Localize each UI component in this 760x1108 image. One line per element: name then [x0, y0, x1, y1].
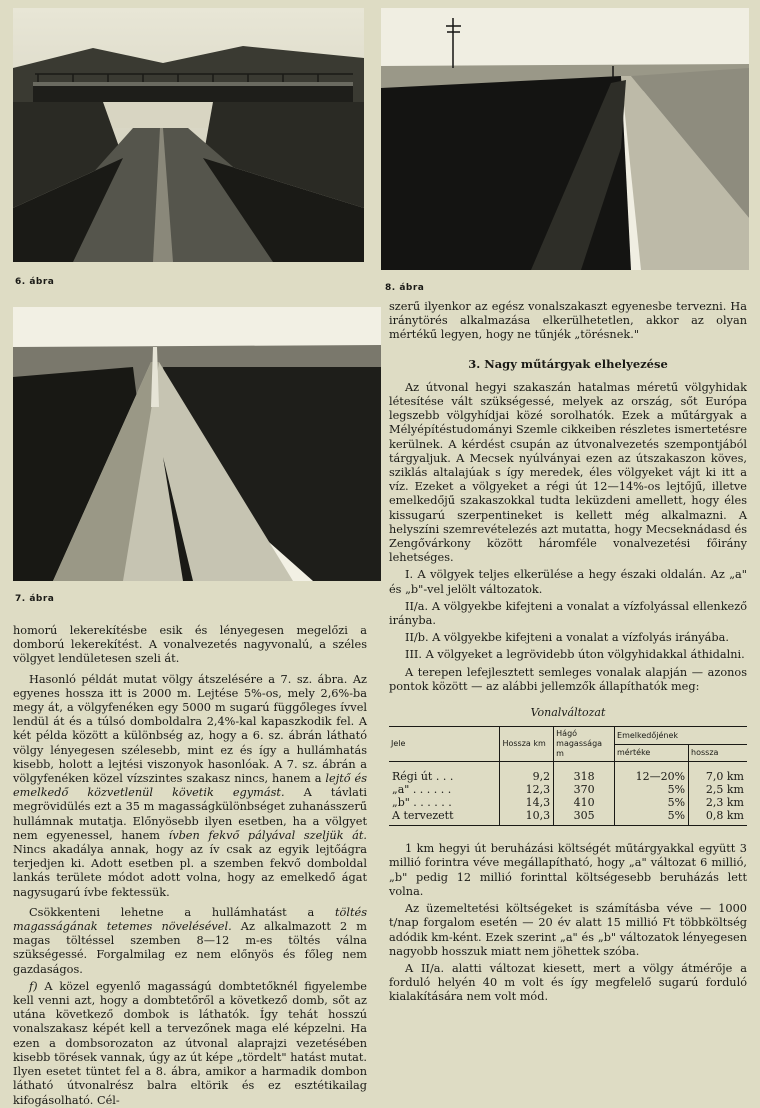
left-column: [13, 624, 367, 1108]
paragraph-hilltops: f) A közel egyenlő magasságú dombtetőknél figyelembe kell venni azt, hogy a dombtetőről a következő domb, sőt az utána következő dombok is láthatók. Így tehát hosszú vonalszakasz képét kell a tervezőnek maga elé képzelni. Ha ezen a dombsorozaton az útvonal alaprajzi vezetésében kisebb törések vannak, úgy az út képe „tördelt" hatást mutat. Ilyen esetet tüntet fel a 8. ábra, amikor a harmadik dombon látható útvonalrész balra eltörik és ez esztétikailag kifogásolható. Cél-: [13, 979, 367, 1107]
paragraph-embankment: Csökkenteni lehetne a hullámhatást a töltés magasságának tetemes növelésével. Az alkalmazott 2 m magas töltéssel szemben 8—12 m-es töltés válna szükségessé. Forgalmilag ez nem előnyös és főleg nem gazdaságos.: [13, 905, 368, 976]
table-row: „a" . . . . . . 12,3 370 5% 2,5 km: [389, 783, 747, 796]
header-hago: Hágó magassága m: [554, 727, 615, 762]
option-1: I. A völgyek teljes elkerülése a hegy északi oldalán. Az „a" és „b"-vel jelölt változatok.: [389, 568, 747, 596]
header-merteke: mértéke: [615, 744, 689, 762]
table-row: A tervezett 10,3 305 5% 0,8 km: [389, 809, 747, 826]
header-hossza2: hossza: [689, 744, 747, 762]
header-jele: Jele: [389, 727, 500, 762]
right-column: [389, 300, 747, 1005]
header-emelkedo: Emelkedőjének: [615, 727, 747, 745]
header-hossza: Hossza km: [500, 727, 554, 762]
paragraph-continuation: szerű ilyenkor az egész vonalszakaszt egyenesbe tervezni. Ha iránytörés alkalmazása elkerülhetetlen, akkor az olyan mértékű legyen, hogy ne tűnjék „törésnek.": [389, 300, 747, 342]
table-row: „b" . . . . . . 14,3 410 5% 2,3 km: [389, 796, 747, 809]
paragraph-investment-cost: 1 km hegyi út beruházási költségét műtárgyakkal együtt 3 millió forintra véve megállapítható, hogy „a" változat 6 millió, „b" pedig 12 millió forinttal költségesebb beruházás lett volna.: [389, 842, 747, 898]
option-2a: II/a. A völgyekbe kifejteni a vonalat a vízfolyással ellenkező irányba.: [389, 599, 747, 628]
figure-7-caption: 7. ábra: [15, 594, 55, 604]
option-3: III. A völgyeket a legrövidebb úton völgyhidakkal áthidalni.: [405, 648, 745, 662]
figure-8-caption: 8. ábra: [385, 283, 425, 293]
figure-7-photo: [13, 307, 381, 581]
paragraph-viaducts: Az útvonal hegyi szakaszán hatalmas méretű völgyhidak létesítése vált szükségessé, melyek az ország, sőt Európa legszebb völgyhídjai közé sorolhatók. Ezek a műtárgyak a Mélyépítéstudományi Szemle cikkeiben részletes ismertetésre kerülnek. A kérdést csupán az útvonalvezetés szempontjából tárgyaljuk. A Mecsek nyúlványai ezen az útszakaszon köves, sziklás altalajúak s így meredek, éles völgyeket vájt ki itt a víz. Ezeket a völgyeket a régi út 12—14%-os lejtőjű, illetve emelkedőjű szakaszokkal tudta leküzdeni amellett, hogy éles kissugarú szerpentineket is kellett még alkalmazni. A helyszíni szemrevételezés azt mutatta, hogy Mecseknádasd és Zengővárkony között háromféle vonalvezetési főirány lehetséges.: [389, 380, 747, 565]
paragraph-valley-intro: homorú lekerekítésbe esik és lényegesen megelőzi a domború lekerekítést. A vonalvezetés nagyvonalú, a széles völgyet lendületesen szeli át.: [13, 624, 367, 666]
figure-8-photo: [381, 8, 749, 270]
section-title: 3. Nagy műtárgyak elhelyezése: [468, 356, 668, 371]
table-title: Vonalváltozat: [530, 706, 606, 720]
option-2b: II/b. A völgyekbe kifejteni a vonalat a vízfolyás irányába.: [405, 631, 729, 645]
figure-6-caption: 6. ábra: [15, 277, 55, 287]
paragraph-figure-7-example: Hasonló példát mutat völgy átszelésére a 7. sz. ábra. Az egyenes hossza itt is 2000 m. Lejtése 5%-os, mely 2,6%-ba megy át, a völgyfenéken egy 5000 m sugarú függőleges ívvel lendül át és a túlsó domboldalra 2,4%-kal kapaszkodik fel. A két példa között a különbség az, hogy a 6. sz. ábrán látható völgy lényegesen szélesebb, mint ez és így a hullámhatás kisebb, holott a lejtési viszonyok hasonlóak. A 7. sz. ábrán a völgyfenéken közel vízszintes szakasz nincs, hanem a lejtő és emelkedő közvetlenül követik egymást. A távlati megrövidülés ezt a 35 m magasságkülönbséget zuhanásszerű hullámnak mutatja. Előnyösebb ilyen esetben, ha a völgyet nem egyenessel, hanem ívben fekvő pályával szeljük át. Nincs akadálya annak, hogy az ív csak az egyik lejtőágra terjedjen ki. Adott esetben pl. a szemben fekvő domboldal lankás területe módot adott volna, hogy az emelkedő ágat nagysugarú ívbe fektessük.: [13, 672, 368, 899]
paragraph-operating-cost: Az üzemeltetési költségeket is számításba véve — 1000 t/nap forgalom esetén — 20 év alatt 15 millió Ft többköltség adódik km-ként. Ezek szerint „a" és „b" változatok lényegesen nagyobb hosszuk miatt nem jöhettek szóba.: [389, 902, 747, 958]
table-row: Régi út . . . 9,2 318 12—20% 7,0 km: [389, 762, 747, 784]
variant-table: [389, 726, 747, 826]
paragraph-neutral-lines: A terepen lefejlesztett semleges vonalak alapján — azonos pontok között — az alábbi jellemzők állapíthatók meg:: [389, 665, 747, 693]
paragraph-variant-2a: A II/a. alatti változat kiesett, mert a völgy átmérője a forduló helyén 40 m volt és így megfelelő sugarú forduló kialakítására nem volt mód.: [389, 961, 747, 1004]
figure-6-photo: [13, 8, 364, 262]
